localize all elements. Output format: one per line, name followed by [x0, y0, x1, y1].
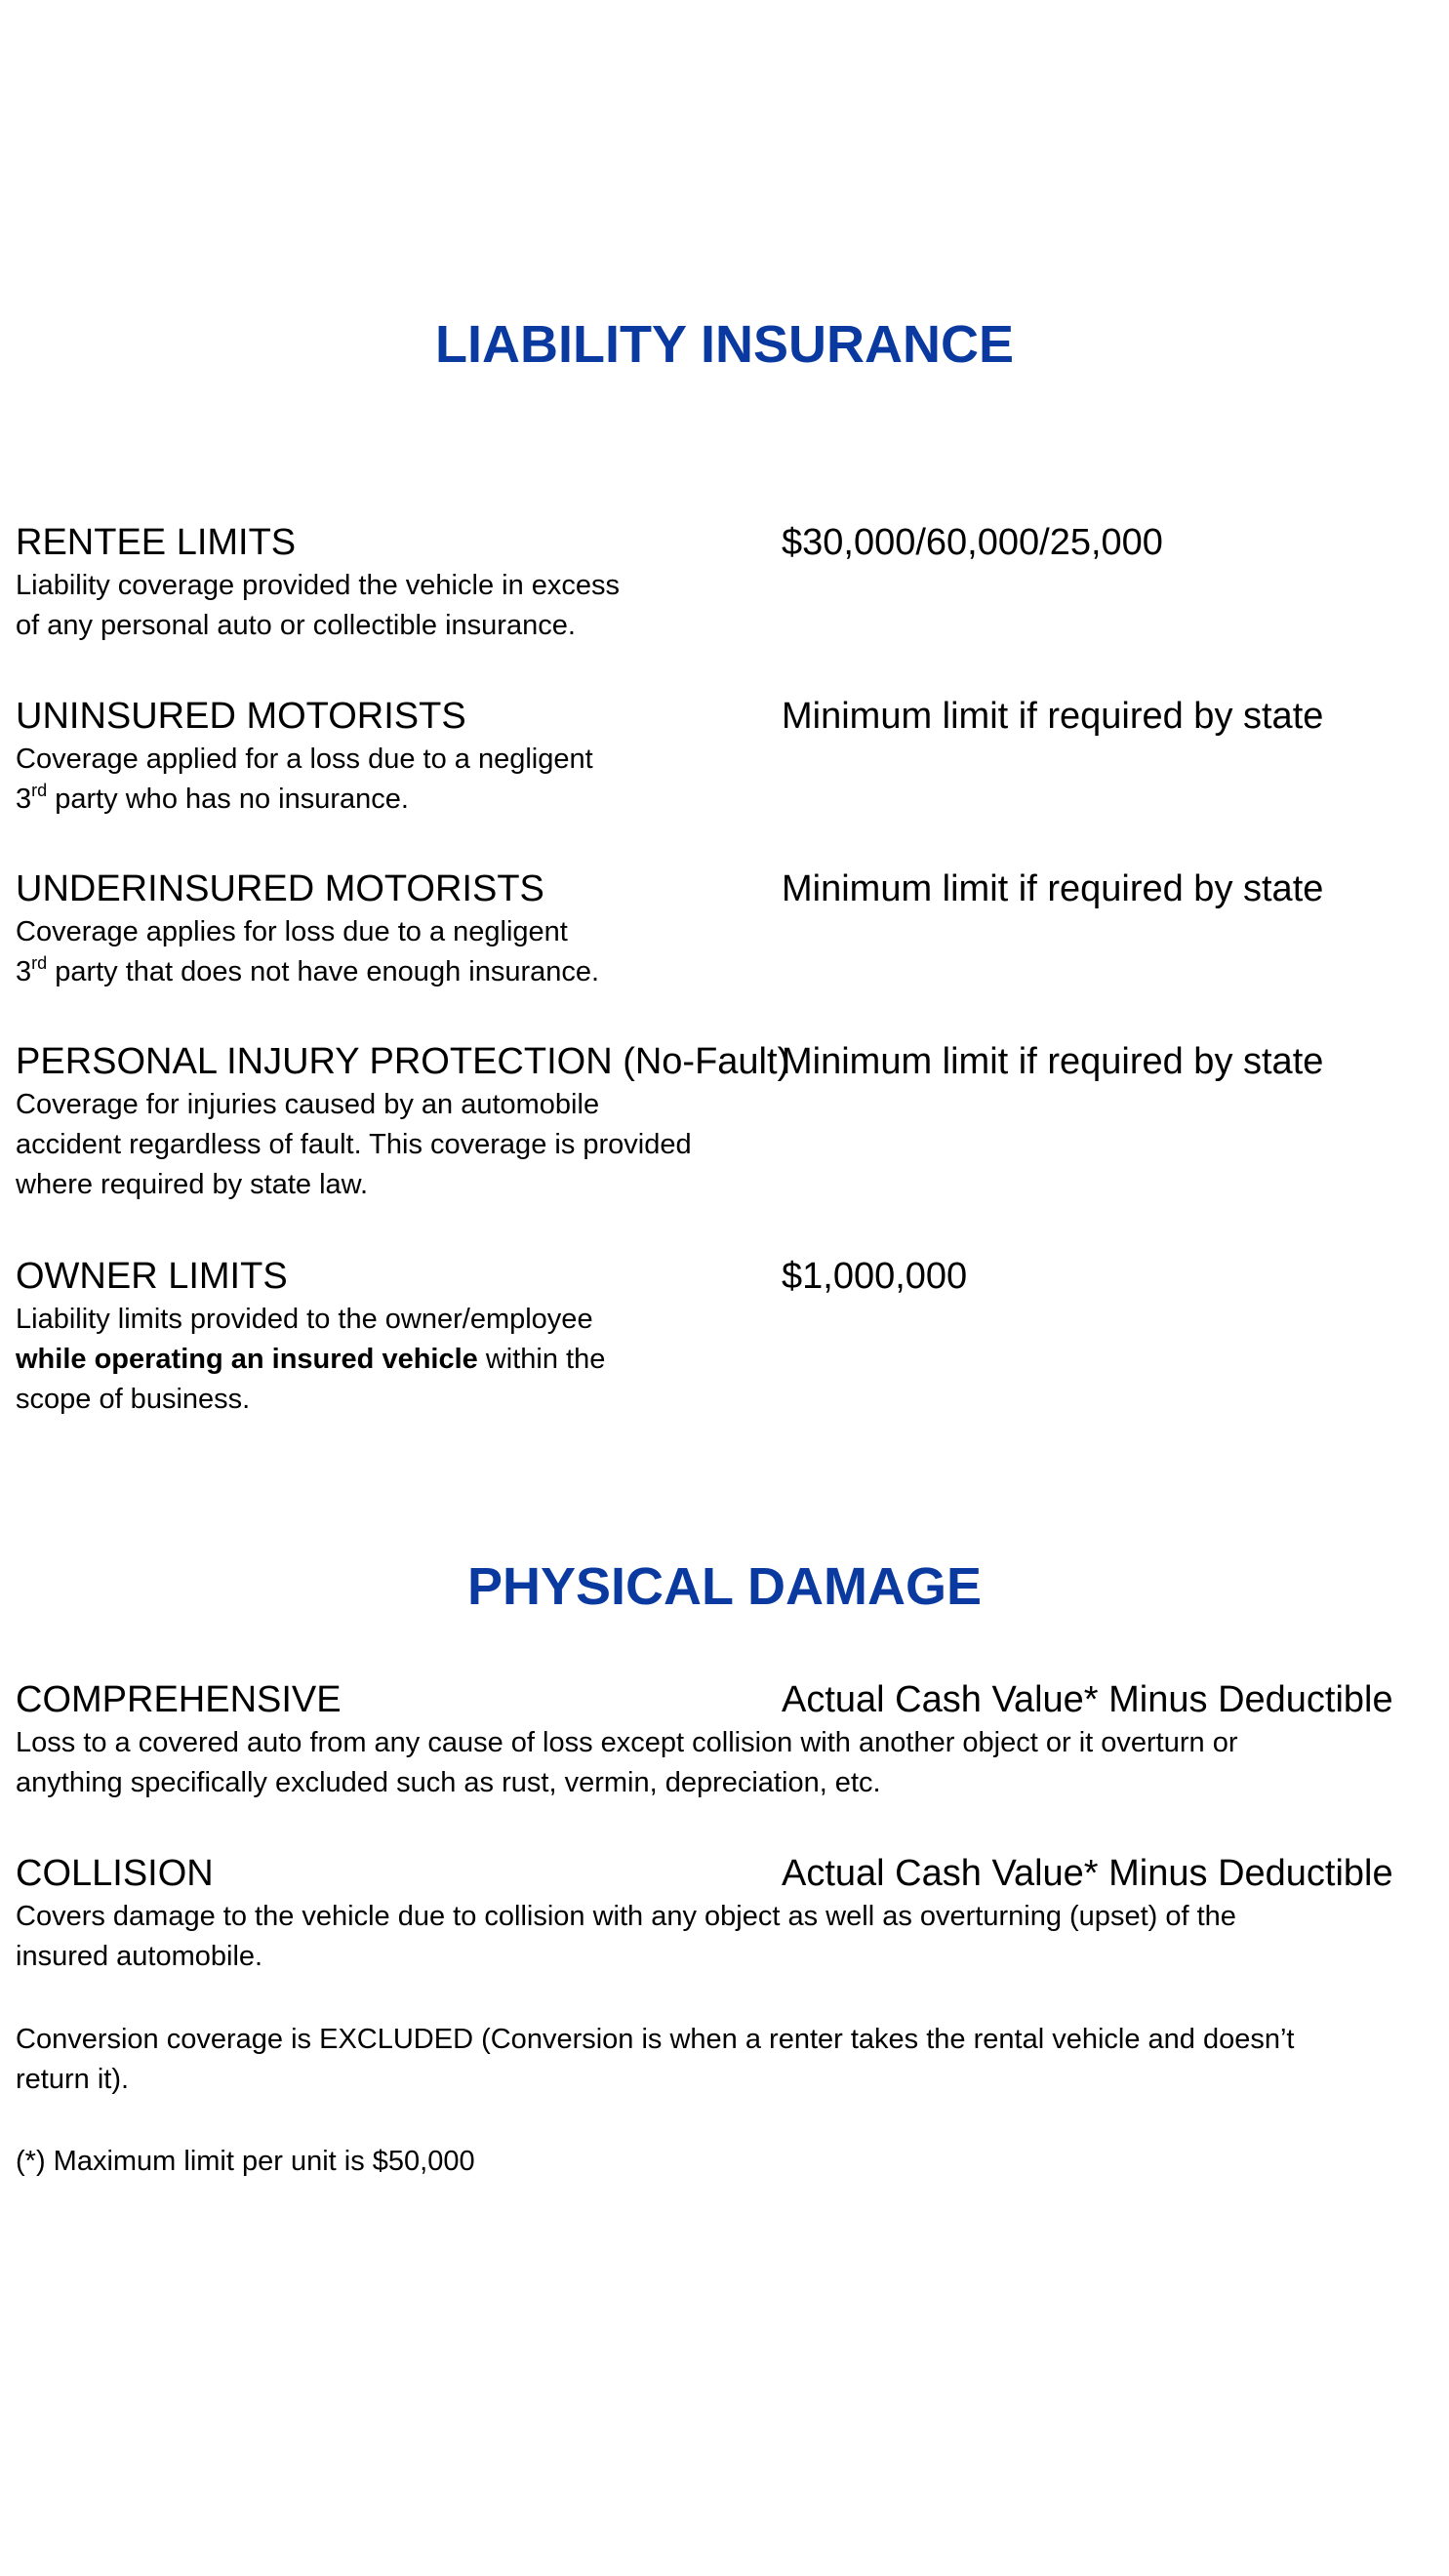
underinsured-motorists-desc-line: Coverage applies for loss due to a negligent	[16, 916, 568, 947]
owner-limits-desc-line: while operating an insured vehicle within the	[16, 1344, 606, 1375]
underinsured-motorists-description	[16, 912, 599, 992]
collision-value: Actual Cash Value* Minus Deductible	[782, 1853, 1393, 1894]
personal-injury-protection-value: Minimum limit if required by state	[782, 1041, 1324, 1082]
rentee-limits-label: RENTEE LIMITS	[16, 522, 297, 563]
comprehensive-desc-line: Loss to a covered auto from any cause of loss except collision with another object or it overturn or	[16, 1727, 1238, 1758]
collision-label: COLLISION	[16, 1853, 214, 1894]
owner-limits-desc-line: scope of business.	[16, 1384, 251, 1415]
personal-injury-protection-description	[16, 1085, 692, 1205]
rentee-limits-description	[16, 566, 620, 646]
underinsured-motorists-value: Minimum limit if required by state	[782, 868, 1324, 909]
maximum-limit-footnote: (*) Maximum limit per unit is $50,000	[16, 2146, 475, 2177]
comprehensive-value: Actual Cash Value* Minus Deductible	[782, 1679, 1393, 1720]
physical-damage-heading: PHYSICAL DAMAGE	[466, 1557, 983, 1616]
uninsured-motorists-label: UNINSURED MOTORISTS	[16, 696, 466, 737]
uninsured-motorists-desc-line: 3rd party who has no insurance.	[16, 781, 409, 815]
personal-injury-protection-label: PERSONAL INJURY PROTECTION (No-Fault)	[16, 1041, 790, 1082]
personal-injury-protection-desc-line: Coverage for injuries caused by an automobile	[16, 1089, 600, 1120]
rentee-limits-desc-line: of any personal auto or collectible insurance.	[16, 610, 576, 641]
underinsured-motorists-label: UNDERINSURED MOTORISTS	[16, 868, 544, 909]
personal-injury-protection-desc-line: where required by state law.	[16, 1169, 369, 1200]
collision-description	[16, 1897, 1236, 1977]
owner-limits-value: $1,000,000	[782, 1256, 968, 1297]
uninsured-motorists-value: Minimum limit if required by state	[782, 696, 1324, 737]
personal-injury-protection-desc-line: accident regardless of fault. This coverage is provided	[16, 1129, 692, 1160]
owner-limits-bold-text: while operating an insured vehicle	[16, 1344, 478, 1375]
liability-insurance-heading: LIABILITY INSURANCE	[434, 315, 1015, 374]
underinsured-motorists-desc-line: 3rd party that does not have enough insurance.	[16, 953, 600, 987]
conversion-note-line: Conversion coverage is EXCLUDED (Conversion is when a renter takes the rental vehicle and doesn’t	[16, 2024, 1295, 2055]
rentee-limits-value: $30,000/60,000/25,000	[782, 522, 1163, 563]
collision-desc-line: Covers damage to the vehicle due to collision with any object as well as overturning (upset) of the	[16, 1901, 1236, 1932]
conversion-note-line: return it).	[16, 2064, 130, 2095]
rentee-limits-desc-line: Liability coverage provided the vehicle in excess	[16, 570, 621, 601]
uninsured-motorists-desc-line: Coverage applied for a loss due to a negligent	[16, 744, 593, 775]
comprehensive-label: COMPREHENSIVE	[16, 1679, 342, 1720]
owner-limits-label: OWNER LIMITS	[16, 1256, 288, 1297]
owner-limits-description	[16, 1300, 605, 1420]
collision-desc-line: insured automobile.	[16, 1941, 263, 1972]
comprehensive-description	[16, 1723, 1237, 1803]
comprehensive-desc-line: anything specifically excluded such as rust, vermin, depreciation, etc.	[16, 1767, 881, 1798]
conversion-exclusion-note	[16, 2020, 1295, 2100]
uninsured-motorists-description	[16, 740, 593, 820]
owner-limits-desc-line: Liability limits provided to the owner/employee	[16, 1304, 593, 1335]
